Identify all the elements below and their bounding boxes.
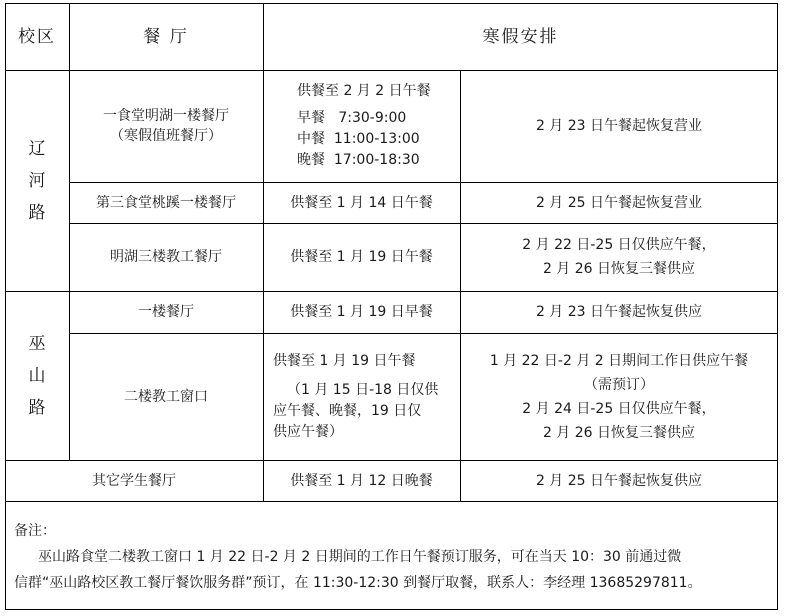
resume-r4: 2 月 23 日午餐起恢复供应 <box>535 304 703 320</box>
resume-r2: 2 月 25 日午餐起恢复营业 <box>535 194 703 211</box>
resume-r6: 2 月 25 日午餐起恢复供应 <box>535 472 703 489</box>
remarks-line: 信群“巫山路校区教工餐厅餐饮服务群”预订，在 11:30-12:30 到餐厅取餐，联系人：李经理 13685297811。 <box>14 575 702 591</box>
supply-r6: 供餐至 1 月 12 日晚餐 <box>290 472 433 489</box>
dining-r2: 第三食堂桃蹊一楼餐厅 <box>96 194 236 211</box>
header-dining: 餐 厅 <box>143 26 189 47</box>
header-arrangement: 寒假安排 <box>482 26 559 47</box>
remarks-line: 巫山路食堂二楼教工窗口 1 月 22 日-2 月 2 日期间的工作日午餐预订服务，可在当天 10：30 前通过微 <box>38 549 682 565</box>
supply-r5: 供餐至 1 月 19 日午餐 （1 月 15 日-18 日仅供 应午餐、晚餐，19 日仅 供应午餐） <box>273 352 439 440</box>
supply-r4: 供餐至 1 月 19 日早餐 <box>290 304 433 320</box>
resume-r5: 1 月 22 日-2 月 2 日期间工作日供应午餐 （需预订） 2 月 24 日-25 日仅供应午餐， 2 月 26 日恢复三餐供应 <box>489 352 749 441</box>
campus-liaohe: 辽 河 路 <box>28 138 46 223</box>
dining-r3: 明湖三楼教工餐厅 <box>110 249 222 265</box>
resume-r3: 2 月 22 日-25 日仅供应午餐， 2 月 26 日恢复三餐供应 <box>522 237 716 277</box>
dining-r5: 二楼教工窗口 <box>124 388 208 405</box>
header-campus: 校区 <box>18 26 56 47</box>
remarks-label: 备注： <box>14 523 56 539</box>
row-divider <box>5 501 778 502</box>
supply-r2: 供餐至 1 月 14 日午餐 <box>290 194 433 211</box>
dining-r1: 一食堂明湖一楼餐厅 （寒假值班餐厅） <box>103 108 229 144</box>
resume-r1: 2 月 23 日午餐起恢复营业 <box>535 118 703 134</box>
remarks <box>14 518 774 596</box>
supply-r3: 供餐至 1 月 19 日午餐 <box>290 249 433 265</box>
supply-r1: 供餐至 2 月 2 日午餐 早餐 7:30-9:00 中餐 11:00-13:00 晚餐 17:00-18:30 <box>297 83 431 168</box>
dining-r6: 其它学生餐厅 <box>92 472 176 489</box>
dining-r4: 一楼餐厅 <box>138 304 194 320</box>
campus-wushan: 巫 山 路 <box>28 333 46 418</box>
